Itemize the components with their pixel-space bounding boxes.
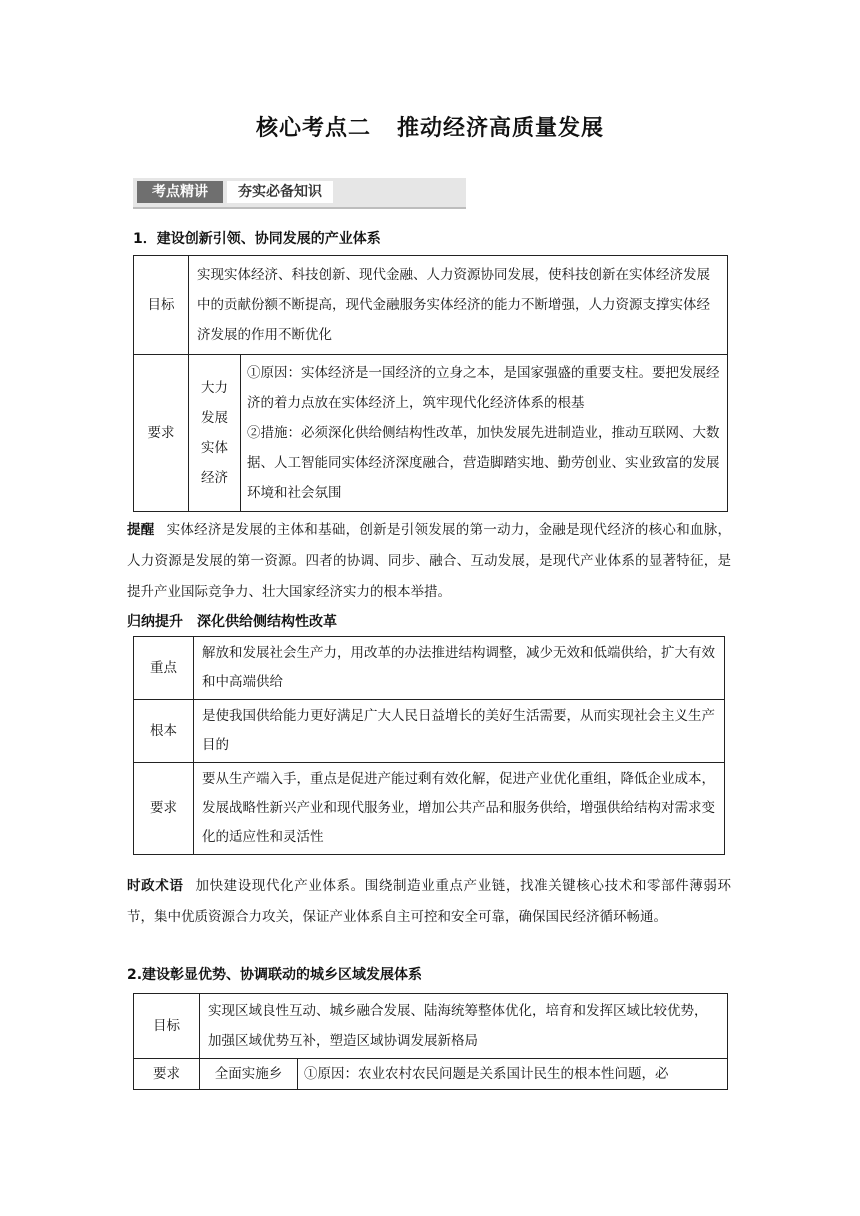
row-text-focus: 解放和发展社会生产力，用改革的办法推进结构调整，减少无效和低端供给，扩大有效和中高端供给 <box>194 637 725 700</box>
section2-heading: 2.建设彰显优势、协调联动的城乡区域发展体系 <box>127 967 423 983</box>
table-row <box>134 763 725 855</box>
row-label-requirement: 要求 <box>134 763 194 855</box>
tip-paragraph <box>127 515 731 608</box>
policy-text: 加快建设现代化产业体系。围绕制造业重点产业链，找准关键核心技术和零部件薄弱环节，集中优质资源合力攻关，保证产业体系自主可控和安全可靠，确保国民经济循环畅通。 <box>127 878 732 925</box>
req-sub-label-2: 全面实施乡 <box>200 1059 298 1090</box>
goal-text-2: 实现区域良性互动、城乡融合发展、陆海统筹整体优化，培育和发挥区域比较优势，加强区域优势互补，塑造区域协调发展新格局 <box>200 994 728 1059</box>
req-reason: ①原因：实体经济是一国经济的立身之本，是国家强盛的重要支柱。要把发展经济的着力点放在实体经济上，筑牢现代化经济体系的根基 <box>247 365 720 411</box>
tip-label: 提醒 <box>127 522 155 538</box>
req-label-2: 要求 <box>134 1059 200 1090</box>
req-sub-label: 大力发展实体经济 <box>189 355 241 512</box>
req-measures: ②措施：必须深化供给侧结构性改革，加快发展先进制造业，推动互联网、大数据、人工智能同实体经济深度融合，营造脚踏实地、勤劳创业、实业致富的发展环境和社会氛围 <box>247 425 720 501</box>
supply-side-reform-table <box>133 636 725 855</box>
section-banner <box>133 178 466 209</box>
req-text-2: ①原因：农业农村农民问题是关系国计民生的根本性问题，必 <box>298 1059 728 1090</box>
req-label: 要求 <box>134 355 189 512</box>
goal-text: 实现实体经济、科技创新、现代金融、人力资源协同发展，使科技创新在实体经济发展中的贡献份额不断提高，现代金融服务实体经济的能力不断增强，人力资源支撑实体经济发展的作用不断优化 <box>189 256 728 355</box>
req-content <box>241 355 728 512</box>
table-row <box>134 994 728 1059</box>
row-text-root: 是使我国供给能力更好满足广大人民日益增长的美好生活需要，从而实现社会主义生产目的 <box>194 700 725 763</box>
goal-label: 目标 <box>134 256 189 355</box>
policy-paragraph <box>127 871 731 933</box>
tip-text: 实体经济是发展的主体和基础，创新是引领发展的第一动力，金融是现代经济的核心和血脉，人力资源是发展的第一资源。四者的协调、同步、融合、互动发展，是现代产业体系的显著特征，是提升产业国际竞争力、壮大国家经济实力的根本举措。 <box>127 522 732 600</box>
page-title-part1: 核心考点二 <box>255 116 371 141</box>
goal-label-2: 目标 <box>134 994 200 1059</box>
table-row <box>134 637 725 700</box>
section1-heading: 1．建设创新引领、协同发展的产业体系 <box>133 231 381 247</box>
page-title-part2: 推动经济高质量发展 <box>397 116 605 141</box>
banner-dark-label: 考点精讲 <box>137 181 223 203</box>
row-text-requirement: 要从生产端入手，重点是促进产能过剩有效化解，促进产业优化重组，降低企业成本，发展战略性新兴产业和现代服务业，增加公共产品和服务供给，增强供给结构对需求变化的适应性和灵活性 <box>194 763 725 855</box>
policy-label: 时政术语 <box>127 878 184 894</box>
banner-light-label: 夯实必备知识 <box>227 181 333 203</box>
table-row <box>134 256 728 355</box>
row-label-root: 根本 <box>134 700 194 763</box>
row-label-focus: 重点 <box>134 637 194 700</box>
summary-heading: 归纳提升 深化供给侧结构性改革 <box>127 614 337 630</box>
urban-rural-table <box>133 993 728 1090</box>
table-row <box>134 1059 728 1090</box>
industry-system-table <box>133 255 728 512</box>
table-row <box>134 700 725 763</box>
table-row <box>134 355 728 512</box>
page-title <box>0 111 860 142</box>
